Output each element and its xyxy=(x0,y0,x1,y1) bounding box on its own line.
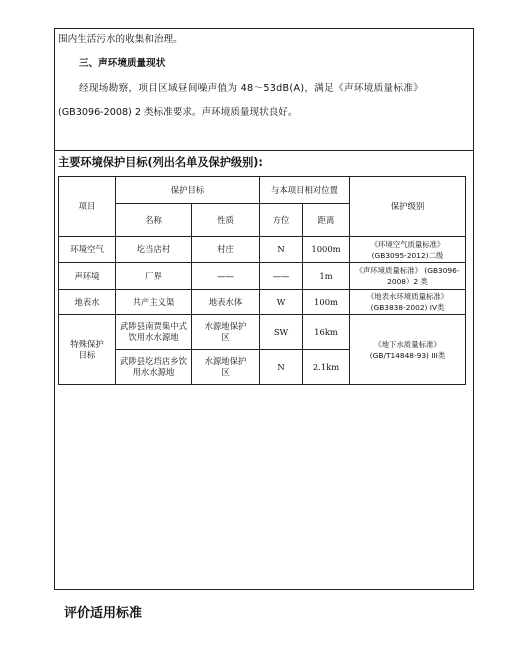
header-distance: 距离 xyxy=(303,204,350,237)
cell-item: 环境空气 xyxy=(59,237,116,263)
header-relative-position: 与本项目相对位置 xyxy=(260,177,350,204)
cell-direction: N xyxy=(260,237,303,263)
cell-item: 地表水 xyxy=(59,290,116,315)
paragraph-line-2: (GB3096-2008) 2 类标准要求。声环境质量现状良好。 xyxy=(58,107,298,118)
section-divider xyxy=(54,150,474,151)
paragraph-line-1: 经现场勘察，项目区域昼间噪声值为 48～53dB(A)，满足《声环境质量标准》 xyxy=(79,83,424,94)
header-target: 保护目标 xyxy=(116,177,260,204)
section-heading: 三、声环境质量现状 xyxy=(79,58,166,69)
cell-level-special: 《地下水质量标准》 (GB/T14848-93) III类 xyxy=(350,315,466,385)
cell-item-special: 特殊保护目标 xyxy=(59,315,116,385)
cell-name: 共产主义渠 xyxy=(116,290,192,315)
cell-distance: 16km xyxy=(303,315,350,350)
cell-nature: 村庄 xyxy=(192,237,260,263)
table-row xyxy=(59,263,466,290)
footer-heading: 评价适用标准 xyxy=(64,606,143,621)
cell-distance: 1000m xyxy=(303,237,350,263)
cell-name: 厂界 xyxy=(116,263,192,290)
cell-level: 《地表水环境质量标准》 (GB3838-2002) IV类 xyxy=(350,290,466,315)
cell-direction: —— xyxy=(260,263,303,290)
cell-nature: —— xyxy=(192,263,260,290)
cell-direction: W xyxy=(260,290,303,315)
header-level: 保护级别 xyxy=(350,177,466,237)
table-title: 主要环境保护目标(列出名单及保护级别): xyxy=(58,156,263,169)
table-row xyxy=(59,237,466,263)
cell-item: 声环境 xyxy=(59,263,116,290)
cell-distance: 2.1km xyxy=(303,350,350,385)
protection-targets-table xyxy=(58,176,466,385)
table-header-row xyxy=(59,177,466,204)
header-name: 名称 xyxy=(116,204,192,237)
intro-line: 围内生活污水的收集和治理。 xyxy=(58,34,183,45)
header-nature: 性质 xyxy=(192,204,260,237)
cell-distance: 1m xyxy=(303,263,350,290)
cell-name: 武陟县圪垱店乡饮用水水源地 xyxy=(116,350,192,385)
cell-nature: 水源地保护区 xyxy=(192,315,260,350)
table-row xyxy=(59,290,466,315)
cell-direction: N xyxy=(260,350,303,385)
cell-distance: 100m xyxy=(303,290,350,315)
cell-nature: 地表水体 xyxy=(192,290,260,315)
header-item: 项目 xyxy=(59,177,116,237)
cell-name: 圪当店村 xyxy=(116,237,192,263)
cell-name: 武陟县南贾集中式饮用水水源地 xyxy=(116,315,192,350)
cell-nature: 水源地保护区 xyxy=(192,350,260,385)
cell-level: 《环境空气质量标准》 (GB3095-2012)二级 xyxy=(350,237,466,263)
header-direction: 方位 xyxy=(260,204,303,237)
table-row xyxy=(59,315,466,350)
cell-level: 《声环境质量标准》 (GB3096-2008）2 类 xyxy=(350,263,466,290)
cell-direction: SW xyxy=(260,315,303,350)
